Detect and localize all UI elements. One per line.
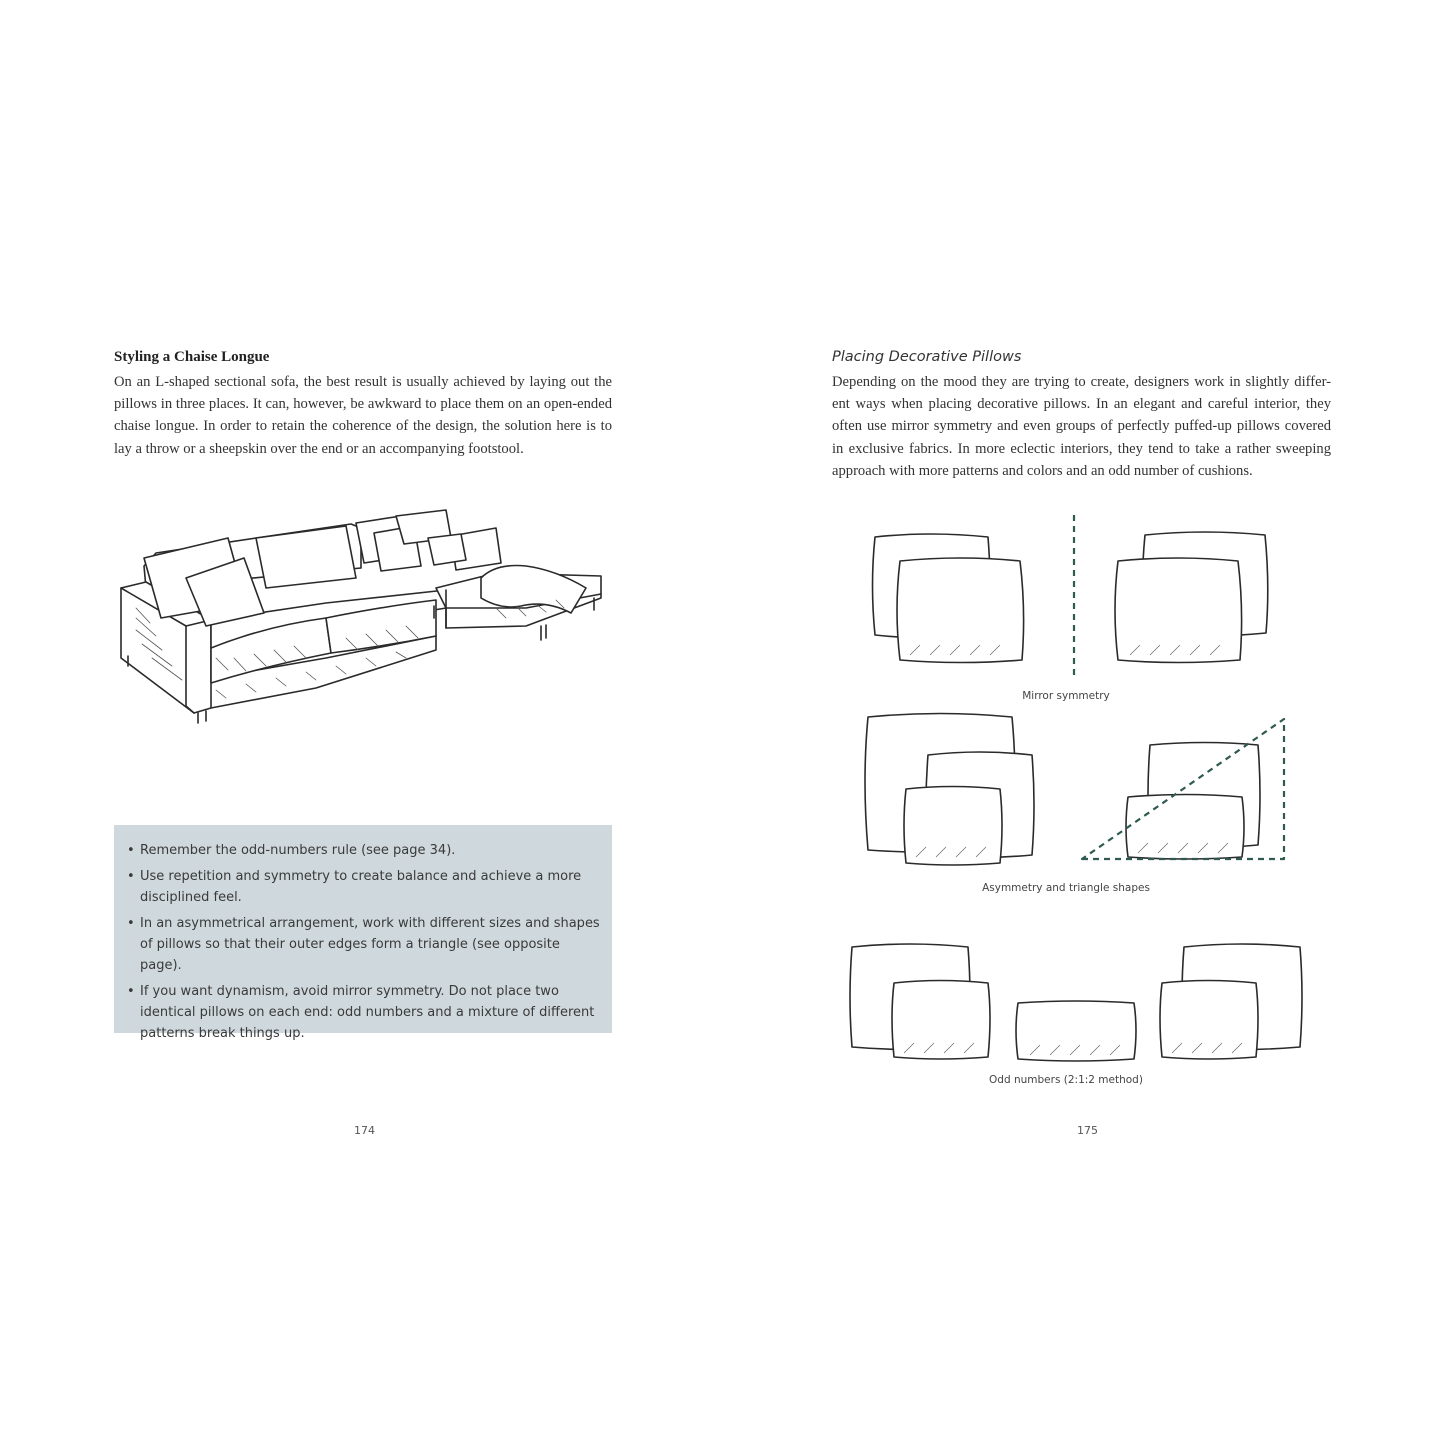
- left-page-number: 174: [354, 1124, 375, 1137]
- body-line: pillows in three places. It can, however, be awkward to place them on an open-ended: [114, 396, 612, 413]
- asymmetry-left-pillows: [865, 714, 1034, 866]
- tip-item: • If you want dynamism, avoid mirror symmetry. Do not place two identical pillows on each end: odd numbers and a mixture of different patterns break things up.: [140, 981, 600, 1044]
- body-line: chaise longue. In order to retain the coherence of the design, the solution here is to: [114, 418, 612, 435]
- tips-list: [126, 840, 600, 1044]
- body-line: Depending on the mood they are trying to create, designers work in slightly differ-: [832, 374, 1331, 390]
- asymmetry-right-pillows: [1126, 743, 1260, 860]
- right-page-number: 175: [1077, 1124, 1098, 1137]
- left-page-body: [114, 371, 612, 460]
- odd-center-pillow: [1016, 1001, 1136, 1061]
- body-line: approach with more patterns and colors and an odd number of cushions.: [832, 462, 1253, 479]
- right-page-body: [832, 371, 1331, 482]
- body-line: in exclusive fabrics. In more eclectic interiors, they tend to take a rather sweeping: [832, 440, 1331, 457]
- mirror-right-pillows: [1115, 532, 1268, 663]
- body-line: ent ways when placing decorative pillows. In an elegant and careful interior, they: [832, 396, 1331, 413]
- mirror-left-pillows: [873, 534, 1024, 663]
- right-page-heading: Placing Decorative Pillows: [832, 349, 1022, 365]
- left-page-heading: Styling a Chaise Longue: [114, 349, 270, 365]
- odd-right-pillows: [1160, 944, 1302, 1059]
- tip-item: • In an asymmetrical arrangement, work with different sizes and shapes of pillows so that their outer edges form a triangle (see opposite page).: [140, 913, 600, 976]
- body-line: On an L-shaped sectional sofa, the best result is usually achieved by laying out the: [114, 374, 612, 390]
- body-line: often use mirror symmetry and even groups of perfectly puffed-up pillows covered: [832, 418, 1331, 435]
- caption-mirror-symmetry: Mirror symmetry: [1022, 690, 1110, 702]
- caption-asymmetry: Asymmetry and triangle shapes: [982, 882, 1150, 894]
- tips-box: [114, 825, 612, 1041]
- body-line: lay a throw or a sheepskin over the end or an accompanying footstool.: [114, 440, 524, 457]
- odd-left-pillows: [850, 944, 990, 1059]
- caption-odd-numbers: Odd numbers (2:1:2 method): [989, 1074, 1143, 1086]
- pillow-arrangement-diagrams: [840, 505, 1320, 1105]
- sectional-sofa-illustration: [116, 508, 606, 728]
- tip-item: • Use repetition and symmetry to create balance and achieve a more disciplined feel.: [140, 866, 600, 908]
- tip-item: • Remember the odd-numbers rule (see page 34).: [140, 840, 600, 861]
